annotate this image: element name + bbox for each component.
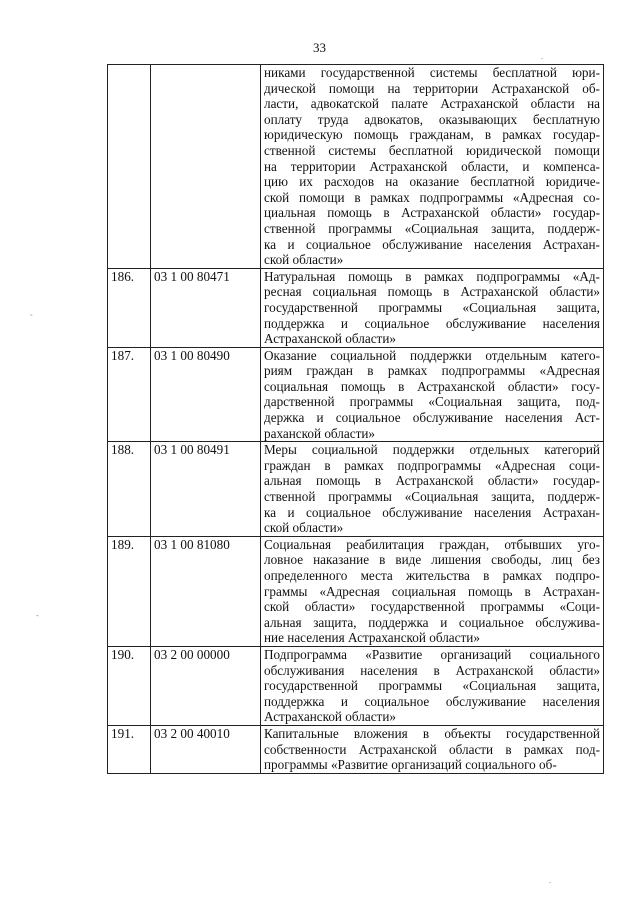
description-line: ственной системы бесплатной юридической помощи xyxy=(264,142,600,158)
row-description xyxy=(261,725,604,773)
description-line: альная помощь в Астраханской области» государ- xyxy=(264,473,600,489)
scan-mark: . xyxy=(541,52,543,61)
table-body xyxy=(108,65,604,774)
classification-code: 03 2 00 00000 xyxy=(151,646,261,725)
description-line: оплату труда адвокатов, оказывающих бесплатную xyxy=(264,111,600,127)
description-line: ка и социальное обслуживание населения Астрахан- xyxy=(264,236,600,252)
scan-mark: - xyxy=(36,611,39,620)
row-number xyxy=(108,65,151,269)
table-row xyxy=(108,268,604,347)
budget-classification-table xyxy=(107,64,604,774)
row-description xyxy=(261,442,604,537)
description-line: держка и социальное обслуживание населения Аст- xyxy=(264,410,600,426)
scan-mark: . xyxy=(549,876,551,885)
description-line: юридическую помощь гражданам, в рамках государ- xyxy=(264,127,600,143)
table-row xyxy=(108,725,604,773)
description-line: дической помощи на территории Астраханской об- xyxy=(264,80,600,96)
description-line: ственной программы «Социальная защита, поддерж- xyxy=(264,489,600,505)
row-description xyxy=(261,65,604,269)
description-line: государственной программы «Социальная защита, xyxy=(264,299,600,315)
scan-mark: ˜ xyxy=(30,313,33,322)
table-row xyxy=(108,347,604,442)
classification-code: 03 2 00 40010 xyxy=(151,725,261,773)
row-description xyxy=(261,536,604,646)
description-line: риям граждан в рамках подпрограммы «Адресная xyxy=(264,363,600,379)
classification-code: 03 1 00 80490 xyxy=(151,347,261,442)
description-line: ресная социальная помощь в Астраханской области» xyxy=(264,284,600,300)
table-row xyxy=(108,442,604,537)
description-line: Астраханской области» xyxy=(264,709,396,725)
description-line: ловное наказание в виде лишения свободы, лиц без xyxy=(264,552,600,568)
description-line: альная защита, поддержка и социальное обслужива- xyxy=(264,614,600,630)
description-line: ственной программы «Социальная защита, поддерж- xyxy=(264,220,600,236)
description-line: ской области» xyxy=(264,252,344,268)
row-description xyxy=(261,268,604,347)
classification-code xyxy=(151,65,261,269)
description-line: граждан в рамках подпрограммы «Адресная соци- xyxy=(264,457,600,473)
description-line: Астраханской области» xyxy=(264,331,396,347)
description-line: Меры социальной поддержки отдельных категорий xyxy=(264,442,600,458)
row-description xyxy=(261,646,604,725)
classification-code: 03 1 00 81080 xyxy=(151,536,261,646)
description-line: государственной программы «Социальная защита, xyxy=(264,678,600,694)
description-line: определенного места жительства в рамках подпро- xyxy=(264,568,600,583)
row-description xyxy=(261,347,604,442)
description-line: цию их расходов на оказание бесплатной юридиче- xyxy=(264,174,600,190)
description-line: ка и социальное обслуживание населения Астрахан- xyxy=(264,504,600,520)
row-number: 188. xyxy=(108,442,151,537)
row-number: 189. xyxy=(108,536,151,646)
classification-code: 03 1 00 80491 xyxy=(151,442,261,537)
description-line: ласти, адвокатской палате Астраханской области на xyxy=(264,96,600,112)
description-line: обслуживания населения в Астраханской области» xyxy=(264,662,600,678)
description-line: циальная помощь в Астраханской области» государ- xyxy=(264,205,600,221)
description-line: дарственной программы «Социальная защита, под- xyxy=(264,394,600,410)
description-line: собственности Астраханской области в рамках под- xyxy=(264,741,600,757)
description-line: ской области» xyxy=(264,520,344,536)
description-line: ние населения Астраханской области» xyxy=(264,630,480,646)
description-line: Подпрограмма «Развитие организаций социального xyxy=(264,646,600,662)
description-line: раханской области» xyxy=(264,425,375,441)
description-line: Натуральная помощь в рамках подпрограммы «Ад- xyxy=(264,268,600,284)
table-row xyxy=(108,65,604,269)
row-number: 191. xyxy=(108,725,151,773)
row-number: 190. xyxy=(108,646,151,725)
description-line: ской области» государственной программы «Соци- xyxy=(264,599,600,615)
row-number: 187. xyxy=(108,347,151,442)
description-line: граммы «Адресная социальная помощь в Астрахан- xyxy=(264,583,600,599)
description-line: Капитальные вложения в объекты государственной xyxy=(264,725,600,741)
description-line: на территории Астраханской области, и компенса- xyxy=(264,158,600,174)
description-line: поддержка и социальное обслуживание населения xyxy=(264,693,600,709)
description-line: Оказание социальной поддержки отдельным катего- xyxy=(264,347,600,363)
row-number: 186. xyxy=(108,268,151,347)
description-line: социальная помощь в Астраханской области» госу- xyxy=(264,378,600,394)
table-row xyxy=(108,536,604,646)
description-line: поддержка и социальное обслуживание населения xyxy=(264,315,600,331)
description-line: программы «Развитие организаций социального об- xyxy=(264,757,557,773)
description-line: никами государственной системы бесплатной юри- xyxy=(264,65,600,80)
page-number: 33 xyxy=(313,40,326,55)
description-line: ской помощи в рамках подпрограммы «Адресная со- xyxy=(264,189,600,205)
classification-code: 03 1 00 80471 xyxy=(151,268,261,347)
table-row xyxy=(108,646,604,725)
description-line: Социальная реабилитация граждан, отбывших уго- xyxy=(264,536,600,552)
